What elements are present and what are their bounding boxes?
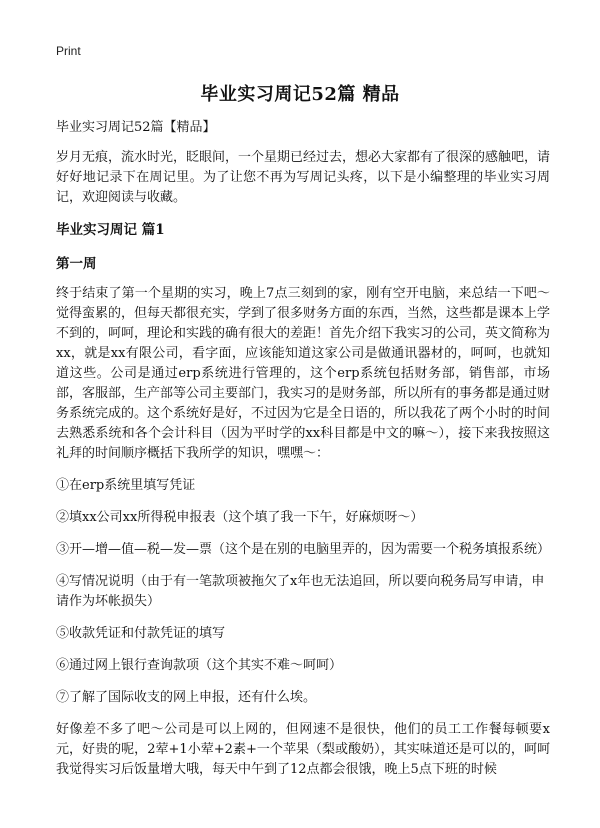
section-heading: 毕业实习周记 篇1 — [56, 222, 165, 238]
print-link[interactable]: Print — [56, 44, 81, 58]
list-item: ⑤收款凭证和付款凭证的填写 — [56, 626, 226, 641]
list-item: ①在erp系统里填写凭证 — [56, 478, 196, 493]
list-item: ④写情况说明（由于有一笔款项被拖欠了x年也无法追回，所以要向税务局写申请，申请作为坏帐损失） — [56, 574, 545, 609]
document-subtitle: 毕业实习周记52篇【精品】 — [56, 120, 216, 135]
page-title: 毕业实习周记52篇 精品 — [200, 84, 400, 105]
list-item: ⑦了解了国际收支的网上申报，还有什么埃。 — [56, 690, 317, 705]
week-heading: 第一周 — [56, 256, 97, 272]
intro-paragraph: 岁月无痕，流水时光，眨眼间，一个星期已经过去，想必大家都有了很深的感触吧，请好好地记录下在周记里。为了让您不再为写周记头疼，以下是小编整理的毕业实习周记，欢迎阅读与收藏。 — [56, 150, 551, 205]
list-item: ⑥通过网上银行查询款项（这个其实不难～呵呵） — [56, 658, 343, 673]
body-paragraph-2: 好像差不多了吧～公司是可以上网的，但网速不是很快，他们的员工工作餐每顿要x元，好贵的呢，2荤+1小荤+2素+一个苹果（梨或酸奶），其实味道还是可以的，呵呵我觉得实习后饭量增大哦，每天中午到了12点都会很饿，晚上5点下班的时候 — [56, 722, 550, 777]
list-item: ②填xx公司xx所得税申报表（这个填了我一下午，好麻烦呀～） — [56, 510, 424, 525]
document-body — [56, 118, 550, 792]
list-item: ③开—增—值—税—发—票（这个是在别的电脑里弄的，因为需要一个税务填报系统） — [56, 542, 551, 557]
body-paragraph-1: 终于结束了第一个星期的实习，晚上7点三刻到的家，刚有空开电脑，来总结一下吧～觉得蛮累的，但每天都很充实，学到了很多财务方面的东西，当然，这些都是课本上学不到的，呵呵，理论和实践的确有很大的差距！首先介绍下我实习的公司，英文简称为xx，就是xx有限公司，看字面，应该能知道这家公司是做通讯器材的，呵呵，也就知道这些。公司是通过erp系统进行管理的，这个erp系统包括财务部，销售部，市场部，客服部，生产部等公司主要部门，我实习的是财务部，所以所有的事务都是通过财务系统完成的。这个系统好是好，不过因为它是全日语的，所以我花了两个小时的时间去熟悉系统和各个会计科目（因为平时学的xx科目都是中文的嘛～），接下来我按照这礼拜的时间顺序概括下我所学的知识，嘿嘿～： — [56, 286, 551, 461]
